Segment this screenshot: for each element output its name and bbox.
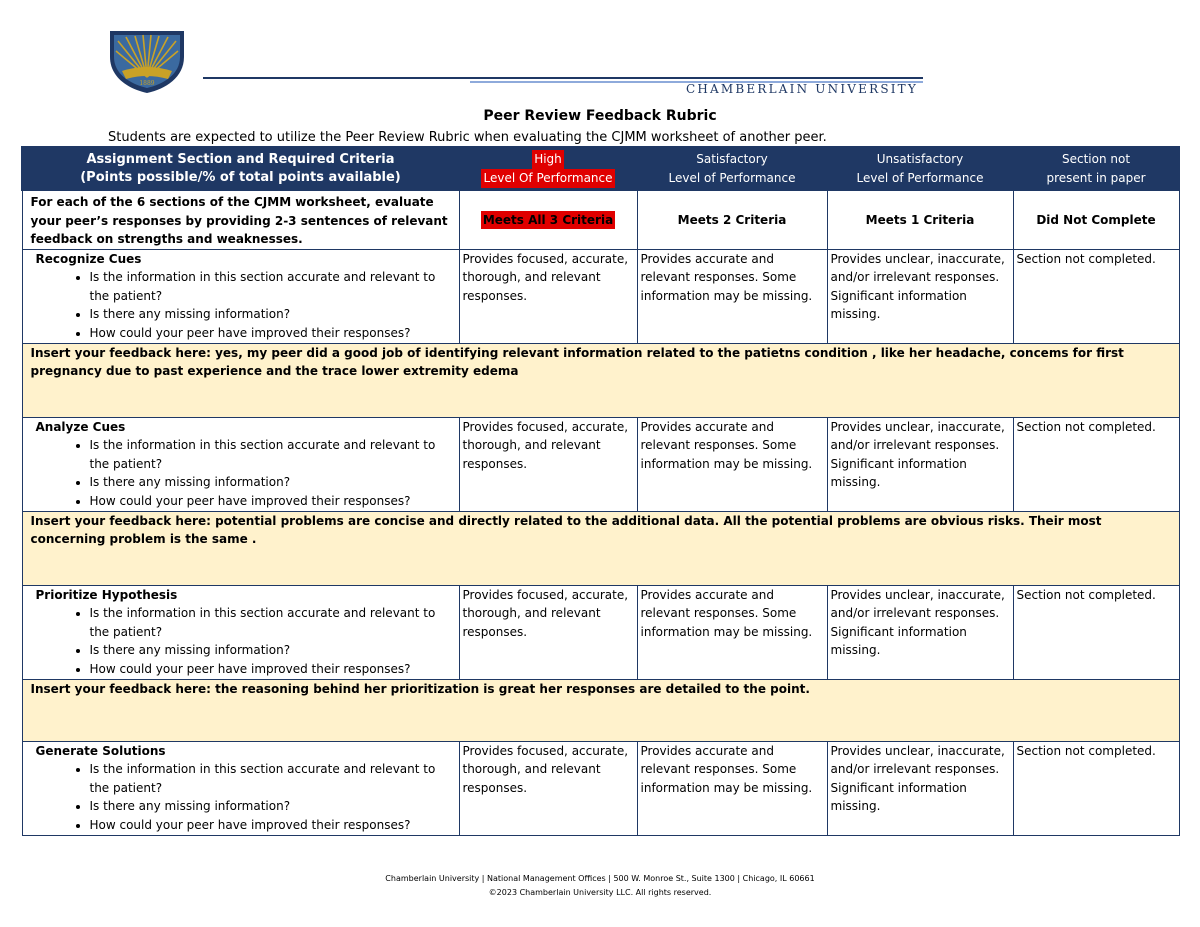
descriptor-high: Provides focused, accurate, thorough, and relevant responses. <box>459 417 637 511</box>
document-title: Peer Review Feedback Rubric <box>483 108 717 124</box>
descriptor-high: Provides focused, accurate, thorough, and relevant responses. <box>459 585 637 679</box>
list-item: • Is the information in this section accurate and relevant to the patient? <box>90 436 456 473</box>
list-item: • Is there any missing information? <box>90 641 456 660</box>
section-title: Generate Solutions <box>35 743 166 758</box>
header-high: High Level Of Performance <box>459 147 637 190</box>
list-item: • Is there any missing information? <box>90 473 456 492</box>
feedback-text[interactable]: Insert your feedback here: the reasoning behind her prioritization is great her responses are detailed to the point. <box>22 679 1179 741</box>
seal-year: 1889 <box>139 80 155 87</box>
descriptor-not-present: Section not completed. <box>1013 585 1179 679</box>
header-not-present: Section not present in paper <box>1013 147 1179 190</box>
descriptor-unsatisfactory: Provides unclear, inaccurate, and/or irrelevant responses. Significant information missing. <box>827 585 1013 679</box>
chamberlain-seal-logo <box>108 27 186 93</box>
feedback-text[interactable]: Insert your feedback here: potential problems are concise and directly related to the additional data. All the potential problems are obvious risks. Their most concerning problem is the same . <box>22 511 1179 585</box>
section-criteria <box>22 585 459 679</box>
descriptor-satisfactory: Provides accurate and relevant responses. Some information may be missing. <box>637 417 827 511</box>
feedback-text[interactable]: Insert your feedback here: yes, my peer did a good job of identifying relevant information related to the patietns condition , like her headache, concems for first pregnancy due to past experience and the trace lower extremity edema <box>22 343 1179 417</box>
level-unsatisfactory: Meets 1 Criteria <box>827 190 1013 249</box>
list-item: • Is there any missing information? <box>90 305 456 324</box>
question-list <box>36 268 456 342</box>
level-not-present: Did Not Complete <box>1013 190 1179 249</box>
feedback-row <box>22 343 1179 417</box>
section-title: Prioritize Hypothesis <box>35 587 178 602</box>
rubric-table <box>21 146 1180 836</box>
section-criteria <box>22 417 459 511</box>
section-criteria <box>22 741 459 835</box>
header-unsatisfactory: Unsatisfactory Level of Performance <box>827 147 1013 190</box>
descriptor-satisfactory: Provides accurate and relevant responses. Some information may be missing. <box>637 741 827 835</box>
feedback-row <box>22 679 1179 741</box>
list-item: • Is the information in this section accurate and relevant to the patient? <box>90 268 456 305</box>
descriptor-unsatisfactory: Provides unclear, inaccurate, and/or irrelevant responses. Significant information missing. <box>827 249 1013 343</box>
header-rule <box>203 77 923 79</box>
table-header-row <box>22 147 1179 190</box>
descriptor-unsatisfactory: Provides unclear, inaccurate, and/or irrelevant responses. Significant information missing. <box>827 741 1013 835</box>
list-item: • How could your peer have improved their responses? <box>90 660 456 679</box>
question-list <box>36 604 456 678</box>
list-item: • Is the information in this section accurate and relevant to the patient? <box>90 604 456 641</box>
section-criteria <box>22 249 459 343</box>
descriptor-not-present: Section not completed. <box>1013 249 1179 343</box>
section-row-analyze-cues <box>22 417 1179 511</box>
criteria-level-row <box>22 190 1179 249</box>
descriptor-high: Provides focused, accurate, thorough, and relevant responses. <box>459 249 637 343</box>
question-list <box>36 436 456 510</box>
list-item: • How could your peer have improved their responses? <box>90 816 456 835</box>
section-row-generate-solutions <box>22 741 1179 835</box>
descriptor-not-present: Section not completed. <box>1013 741 1179 835</box>
list-item: • Is the information in this section accurate and relevant to the patient? <box>90 760 456 797</box>
section-title: Recognize Cues <box>35 251 142 266</box>
level-high: Meets All 3 Criteria <box>459 190 637 249</box>
university-name: CHAMBERLAIN UNIVERSITY <box>686 82 919 96</box>
header-criteria: Assignment Section and Required Criteria (Points possible/% of total points available) <box>22 147 459 190</box>
footer-copyright: ©2023 Chamberlain University LLC. All rights reserved. <box>488 888 712 897</box>
descriptor-satisfactory: Provides accurate and relevant responses. Some information may be missing. <box>637 585 827 679</box>
descriptor-satisfactory: Provides accurate and relevant responses. Some information may be missing. <box>637 249 827 343</box>
intro-text: Students are expected to utilize the Peer Review Rubric when evaluating the CJMM worksheet of another peer. <box>108 130 827 145</box>
section-row-recognize-cues <box>22 249 1179 343</box>
section-title: Analyze Cues <box>35 419 126 434</box>
section-row-prioritize-hypothesis <box>22 585 1179 679</box>
list-item: • How could your peer have improved their responses? <box>90 492 456 511</box>
descriptor-not-present: Section not completed. <box>1013 417 1179 511</box>
list-item: • How could your peer have improved their responses? <box>90 324 456 343</box>
header-satisfactory: Satisfactory Level of Performance <box>637 147 827 190</box>
instructions-cell: For each of the 6 sections of the CJMM worksheet, evaluate your peer’s responses by providing 2-3 sentences of relevant feedback on strengths and weaknesses. <box>22 190 459 249</box>
feedback-row <box>22 511 1179 585</box>
footer-address: Chamberlain University | National Management Offices | 500 W. Monroe St., Suite 1300 | Chicago, IL 60661 <box>385 874 815 883</box>
descriptor-unsatisfactory: Provides unclear, inaccurate, and/or irrelevant responses. Significant information missing. <box>827 417 1013 511</box>
level-satisfactory: Meets 2 Criteria <box>637 190 827 249</box>
list-item: • Is there any missing information? <box>90 797 456 816</box>
question-list <box>36 760 456 834</box>
descriptor-high: Provides focused, accurate, thorough, and relevant responses. <box>459 741 637 835</box>
